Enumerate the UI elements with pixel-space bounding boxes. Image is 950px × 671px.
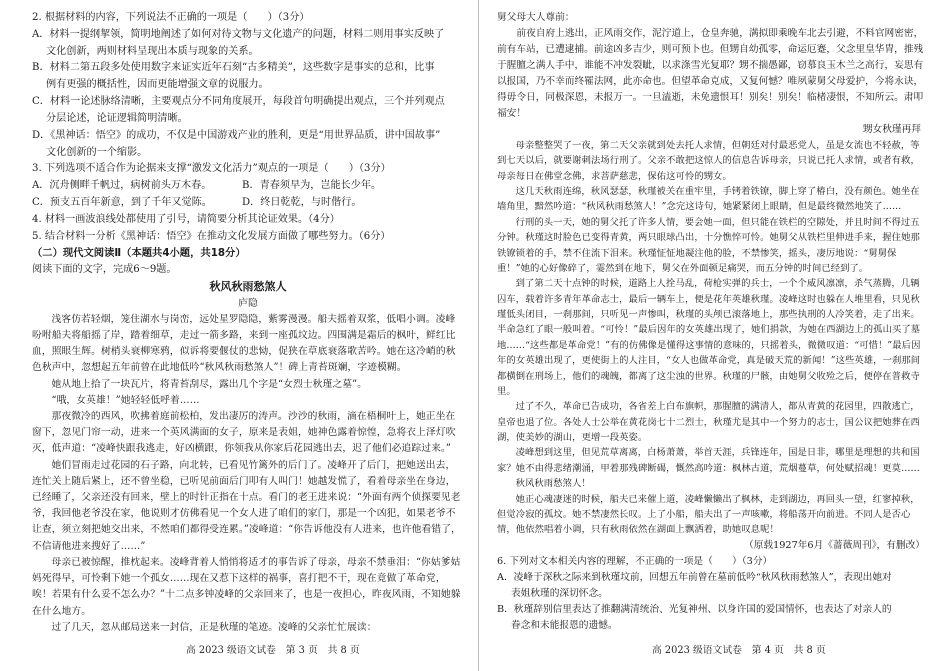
question-4: 4. 材料一画波浪线处都使用了引号，请简要分析其论证效果。（4分） [32, 213, 340, 225]
story-paragraph: 浅客仿若轻烟，笼住湖水与岗峦，远处星罗隐隐，紫雾漫漫。船夫摇着双浆，低唱小调。凌峰吩咐船夫将船摇了岸，踏着细草，走过一箭多路，来到一座孤坟边。四围满是霜后的枫叶，鲜红比血，照眼生辉。树梢头衰柳寒鸦，似诉将要偃仗的悲恸，促狭在草底衰落歌苦吟。她在这冷峭的秋色秋声中，忽想起五年前曾在此地低吟“秋风秋雨愁煞人”！碑上青苔斑斓，字迹模糊。 [32, 313, 456, 374]
page-footer-right: 高 2023 级语文试卷 第 4 页 共 8 页 [652, 645, 826, 656]
question-3-option-d: D．终日乾乾，与时偕行。 [242, 196, 362, 208]
story-body-left [32, 312, 464, 636]
question-2-option-c: C．材料一论述脉络清晰，主要观点分不同角度展开，每段首句明确提出观点，三个并列观点 分层论述，论证逻辑简明清晰。 [32, 96, 445, 124]
left-column [32, 10, 464, 636]
section-heading: （二）现代文阅读Ⅱ（本题共4小题，共18分） [32, 247, 246, 260]
story-paragraph: 凌峰想到这里，但见荒草离离，白杨萧萧，举首天涯，兵锋连年，国是日非，哪里是理想的共和国家？她不由得悲绪潮涌，甲着那残碑断碣，慨然高吟道：枫林古道，荒烟蔓草，何处赋招魂！更莫…… [497, 447, 920, 474]
question-3-options-row-2 [32, 195, 464, 212]
story-author: 庐隐 [238, 297, 258, 309]
story-paragraph: 到了第二天十点钟的时候，道路上人拴马乱，荷枪实弹的兵士，一个个威风凛凛，杀气蒸腾，几辆囚车，载着许多青年革命志士，最后一辆车上，便是花年英雄秋瑾。凌峰这时也躲在人堆里看，只见秋瑾低头闭目，一刹那间，只听见一声惨叫，秋瑾的头颅已滚落地上，那些执刑的人冷笑着，走了出来。半命急红了眼一般叫着。“可怜！”最后因年的女英雄出现了，她们捐款，为她在西湖边上的孤山买了墓地……“这些都是革命党！”有的仿佛像是懂得这事情的意味的，只摇着头，微微叹道：“可惜！”最后因年的女英雄出现了，更使街上的人注目，“女人也做革命党，真是破天荒的新闻！”这些英雄，一刹那间都横倒在刑场上，他们的魂魄，都离了这尘浊的世界。秋瑾的尸骸，由她舅父收殓之后，便停在普救寺里。 [497, 278, 921, 397]
story-source: （原载1927年6月《蔷薇周刊》，有删改） [744, 539, 925, 551]
letter-body: 前夜自府上逃出，正风雨交作，泥泞道上，仓皇奔驰，满拟即乘晚车北去引避，不料官网密密，前有车站，已遭逮捕。前途凶多吉少，则可预卜也。但甥自幼孤零，命运厄蹇，父念里皇华胄，推残于腥膻之满人手中，谁能不冲发裂眦，以求涤雪光复耶？甥不揣愚鄙，窃慕良玉木兰之高行，妄思有以报国，乃不幸而终罹法网，此亦命也。但望革命克成，又复何憾？唯夙蒙舅父母爱护，今将永诀，得毋令日，同极深恩，未报万一。一旦溘逝，未免遗恨耳！别矣！别矣！临楮凄恨，不知所云。肃叩福安！ [497, 27, 924, 119]
question-2-option-b: B．材料二第五段多处使用数字来证实近年石刻“古多精美”，这些数字是事实的总和，比事 例有更强的概括性，因而更能增强文章的说服力。 [32, 62, 435, 91]
letter-signature: 甥女秋瑾再拜 [862, 123, 921, 135]
question-6-option-b: B．秋瑾辞别信里表达了推翻满清统治、光复神州、以身许国的爱国情怀，也表达了对亲人的 眷念和未能报恩的遗憾。 [497, 603, 892, 631]
story-paragraph: 她们冒雨走过花园的石子路，向北转，已看见竹篱外的后门了。凌峰开了后门，把她送出去，连忙关上随后紧上，还不曾坐稳，已听见前面后门叩有人叫门！她越发慌了，看着母亲坐在身边，已经睡了，父亲还没有回来，壁上的时针正指在十点。看门的老王进来说：“外面有两个侦探要见老爷，我回他老爷没在家，他说则才仿佛看见一个女人进了咱们的家门，那是一个凶犯，如果老爷不让查，须立刻把她交出来，不然咱们都得受连累。”凌峰道：“你告诉他没有人进来，也许他看错了，不信请他进来搜好了……” [32, 459, 461, 552]
poem-line: 秋风秋雨愁煞人！ [515, 478, 591, 490]
question-3-option-c: C．预支五百年新意，到了千年又觉陈。 [32, 196, 212, 208]
story-title: 秋风秋雨愁煞人 [209, 280, 287, 293]
story-body-right [497, 138, 925, 538]
story-paragraph: 过了不久，革命已告成功，各省差上白布旗帜，那腥膻的满清人，都从青黄的花园里，四散逃亡，皇帝也退了位。各处人士公举在黄花岗七十二烈士，秋瑾尤是其中一个努力的志士，国公议把她葬在西湖，使美妙的湖山，更增一段英姿。 [497, 401, 920, 443]
question-3-option-a: A．沉舟侧畔千帆过，病树前头万木春。 [32, 180, 212, 192]
question-3-option-b: B．青春须早为，岂能长少年。 [242, 180, 382, 192]
reading-instruction: 阅读下面的文字，完成6～9题。 [32, 264, 177, 276]
story-paragraph: 那夜微冷的西风，吹拂着庭前松柏，发出凄厉的涛声。沙沙的秋雨，滴在梧桐叶上，她正坐在窗下，忽见门帘一动，进来一个英风满面的女子，原来是表姐，她神色露着惊惶，急将衣上泽灯吹灭，低声道：“凌峰快跟我逃走，好凶横跟，你领我从你家后花园逃出去，迟了他们必追踪过来。” [32, 410, 456, 455]
question-2-option-d: D．《黑神话：悟空》的成功，不仅是中国游戏产业的胜利，更是“用世界品质，讲中国故事” 文化创新的一个缩影。 [32, 129, 441, 158]
story-paragraph: 母亲已被惊醒，推枕起来。凌峰背着人悄悄将适才的事告诉了母亲，母亲不禁垂泪：“你姑爹姑妈死得早，可怜剩下她一个孤女……现在又惹下这样的祸事，喜打把不干，现在竟做了革命党，唉！若果有什么妥不怎么办？”十二点多钟凌峰的父亲回来了，也是一夜担心，昨夜风雨，不知她躲在什么地方。 [32, 556, 461, 617]
letter-greeting: 舅父母大人尊前： [497, 12, 575, 23]
story-paragraph: 母亲整整哭了一夜，第二天父亲就到处去托人求情，但朝廷对付最恶党人，虽是女流也不轻赦，等到七天以后，就要谢刺法场行刑了。父亲不敢把这惊人的信息告诉母亲，只说已托人求情，或者有救，母亲每日在佛堂念佛，求菩萨慈悲，保佑这可怜的甥女。 [497, 139, 920, 182]
story-closing: 她正心魂凄迷的时候，船夫已来催上道，凌峰懒懒出了枫林，走到湖边，再回头一望，红寥掉秋，但觉冷寂的孤坟。她不禁凄然长叹。上了小船，船夫出了一声咳嗽，将船荡开向前进。不同人是否心情，他依然唱着小调，只有秋雨依然在湖面上飘洒着，助她叹息呢！ [497, 493, 920, 536]
right-column [497, 10, 925, 634]
question-6-option-a: A．凌峰于深秋之际来到秋瑾坟前，回想五年前曾在墓前低吟“秋风秋雨愁煞人”，表现出她对 表姐秋瑾的深切怀念。 [497, 571, 892, 599]
story-paragraph: 她从地上拾了一块瓦片，将青苔刮尽，露出几个字是“女烈士秋瑾之墓”。 [51, 378, 368, 390]
question-2-option-a: A．材料一提纲挈领，简明地阐述了如何对待文物与文化遗产的问题，材料二则用事实反映了 文化创新，两则材料呈现出本质与现象的关系。 [32, 28, 445, 57]
column-divider [478, 0, 479, 671]
question-3-options-row-1 [32, 178, 464, 195]
question-3-stem: 3. 下列选项不适合作为论据来支撑“激发文化活力”观点的一项是（ ）（3分） [32, 163, 391, 175]
story-paragraph: 这几天秋雨连绵，秋风瑟瑟，秋瑾被关在重牢里，手铐着铁镣，脚上穿了椿白，没有颜色。她坐在墙角里，黯然吟道：“秋风秋雨愁煞人！”念完这诗句，她紧紧闭上眼睛，但是最终微然地笑了…… [497, 186, 920, 213]
story-paragraph: 过了几天，忽从邮局送来一封信，正是秋瑾的笔迹。凌峰的父亲忙忙展读： [51, 621, 377, 633]
question-5: 5. 结合材料一分析《黑神话：悟空》在推动文化发展方面做了哪些努力。（6分） [32, 230, 391, 242]
question-6-stem: 6. 下列对文本相关内容的理解，不正确的一项是（ ）（3分） [497, 555, 773, 567]
page-footer-left: 高 2023 级语文试卷 第 3 页 共 8 页 [186, 645, 360, 656]
story-paragraph: “哦，女英雄！”她轻轻低呼着…… [51, 394, 200, 406]
question-2-stem: 2. 根据材料的内容，下列说法不正确的一项是（ ）（3分） [32, 12, 310, 23]
story-paragraph: 行刑的头一天，她的舅父托了许多人情，要会她一面，但只能在铁栏的空隙处，并且时间不得过五分钟。秋瑾这时脸色已变得青黄，两只眼球凸出，十分憔悴可怜。她舅父从铁栏里伸进手来，握住她那铁镣锁着的手，禁不住流下泪来。秋瑾怔怔地凝注他的脸，不禁惨笑，摇头，凄厉地说：“舅舅保重！”她的心好像碎了，霎然到在地下，舅父在外面顿足痛哭，而五分钟的时间已经到了。 [497, 216, 920, 274]
